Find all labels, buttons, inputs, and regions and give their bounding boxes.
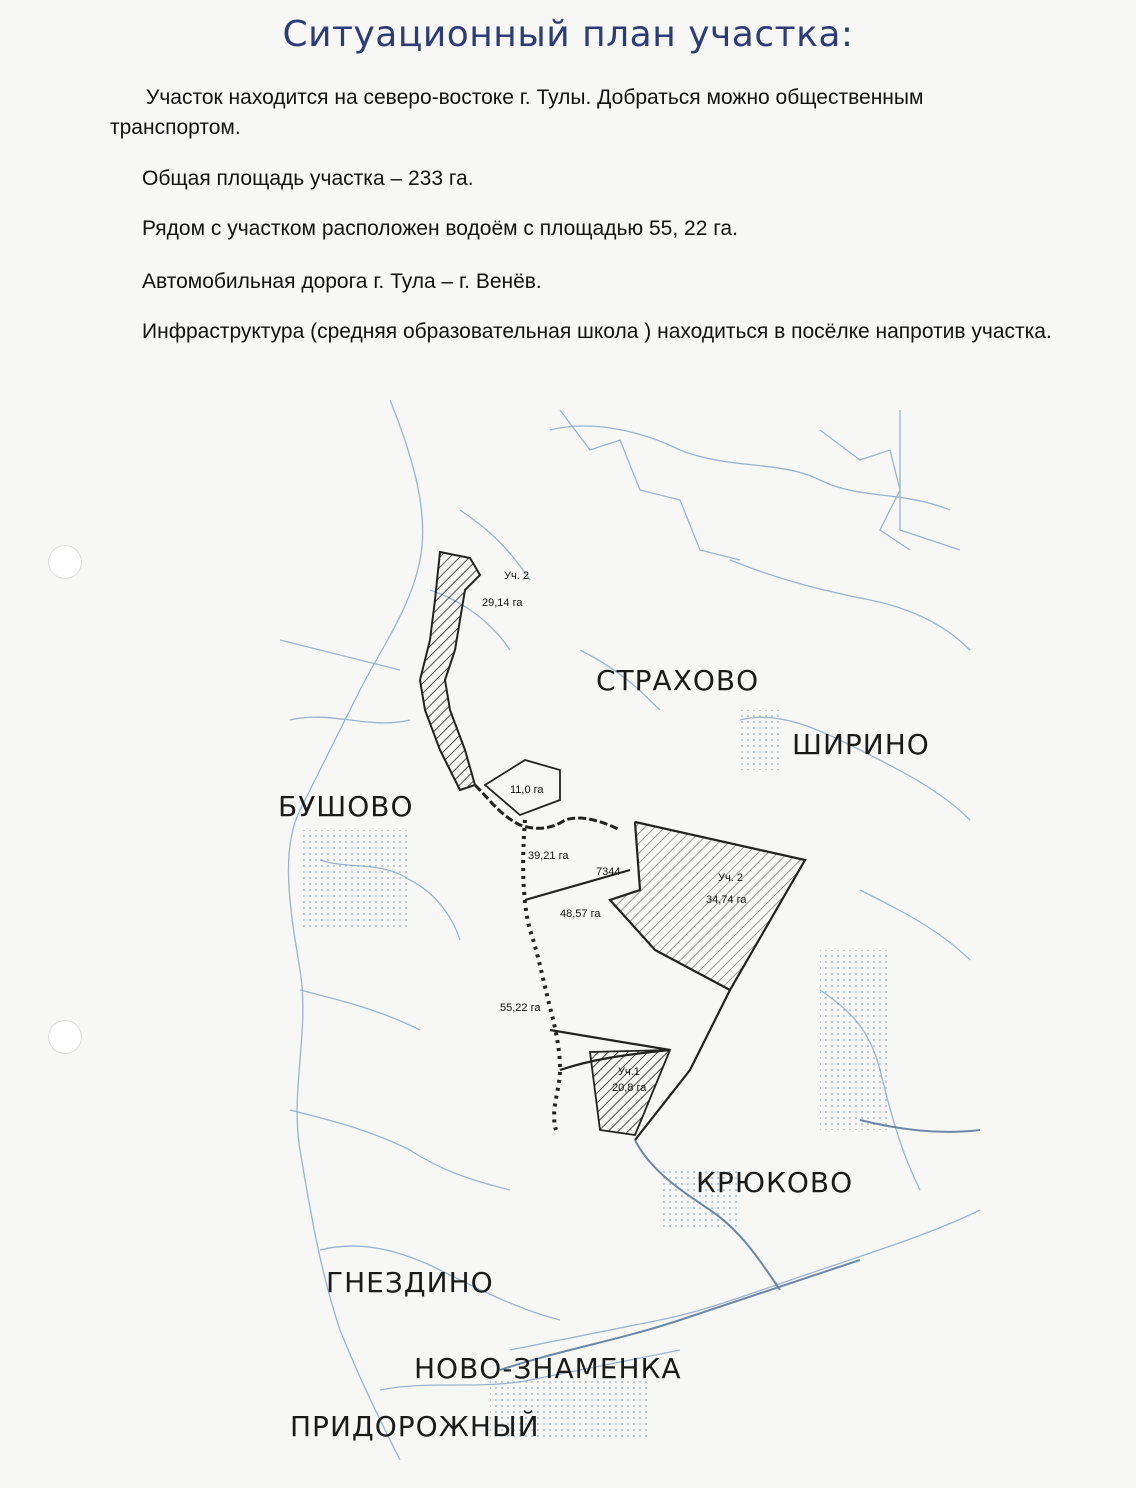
plot-2-east-area: 34,74 га [706, 894, 747, 906]
punch-hole [48, 545, 82, 579]
plot-2-east [610, 822, 805, 990]
place-shirino: ШИРИНО [792, 728, 930, 761]
plot-48-area: 48,57 га [560, 908, 601, 920]
plot-1-area: 20,8 га [612, 1082, 647, 1094]
pond-text: Рядом с участком расположен водоём с площадью 55, 22 га. [142, 217, 738, 240]
plot-2-east-name: Уч. 2 [718, 872, 743, 884]
road-text: Автомобильная дорога г. Тула – г. Венёв. [142, 270, 542, 293]
map-drawing [260, 390, 1000, 1470]
plot-code-7344: 7344 [596, 866, 621, 878]
plot-2-north-area: 29,14 га [482, 597, 523, 609]
place-gnezdino: ГНЕЗДИНО [326, 1266, 494, 1299]
pond-outline [523, 820, 560, 1130]
situation-map [260, 390, 1000, 1470]
infrastructure-text: Инфраструктура (средняя образовательная школа ) находиться в посёлке напротив участка. [142, 320, 1052, 343]
place-novo-znamenka: НОВО-ЗНАМЕНКА [414, 1352, 682, 1385]
place-bushovo: БУШОВО [278, 790, 414, 823]
plot-1-name: Уч.1 [618, 1066, 640, 1078]
page-title: Ситуационный план участка: [282, 14, 854, 55]
plot-11-area: 11,0 га [510, 784, 544, 796]
roads [500, 1120, 980, 1370]
plot-2-north-name: Уч. 2 [504, 570, 529, 582]
place-kryukovo: КРЮКОВО [696, 1166, 854, 1199]
plot-2-north [420, 552, 480, 790]
total-area-text: Общая площадь участка – 233 га. [142, 167, 474, 190]
plot-39-area: 39,21 га [528, 850, 569, 862]
punch-hole [48, 1020, 82, 1054]
intro-line-1: Участок находится на северо-востоке г. Тулы. Добраться можно общественным [146, 86, 924, 109]
intro-line-2: транспортом. [110, 116, 241, 139]
plot-55-area: 55,22 га [500, 1002, 541, 1014]
west-bank [475, 785, 620, 830]
place-strakhovo: СТРАХОВО [596, 664, 760, 697]
place-pridorozhny: ПРИДОРОЖНЫЙ [290, 1410, 540, 1443]
